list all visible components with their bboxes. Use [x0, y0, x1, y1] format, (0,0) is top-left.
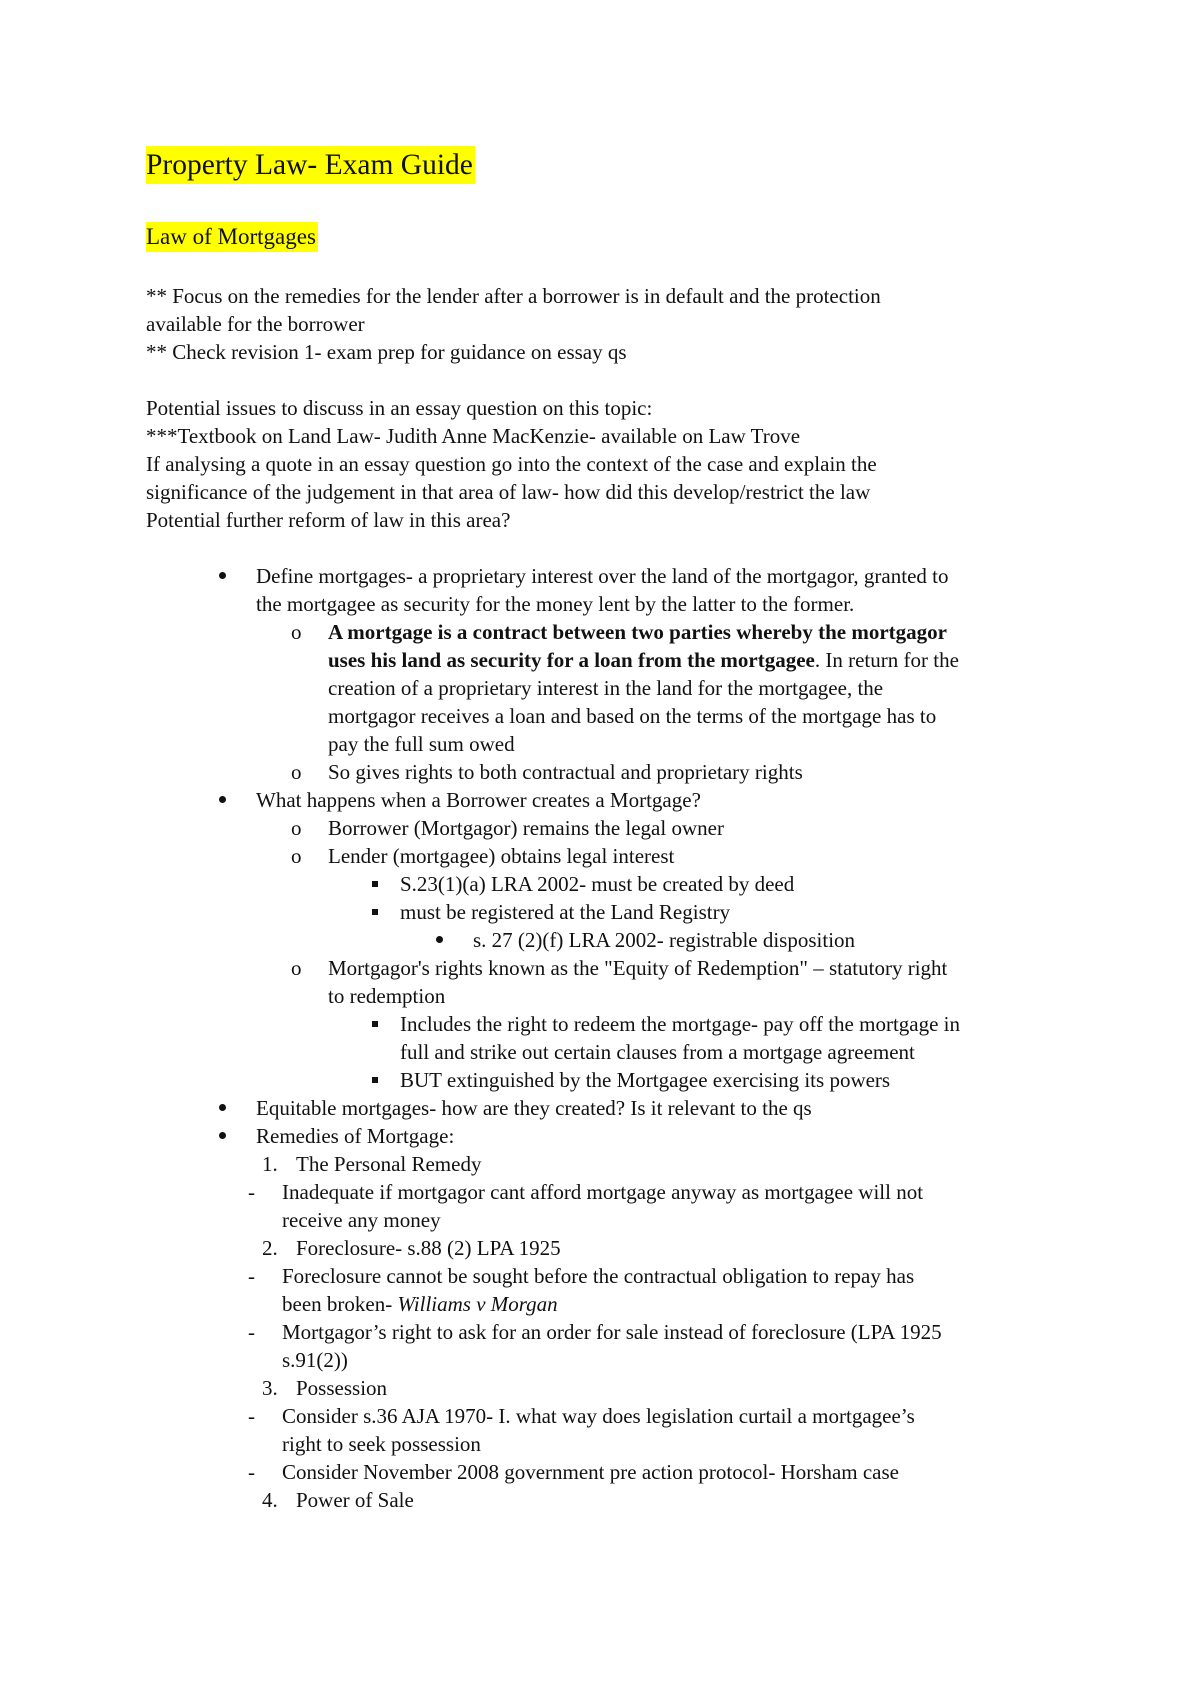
- equitable-line: Equitable mortgages- how are they created? Is it relevant to the qs: [256, 1096, 812, 1120]
- list-number: 3.: [262, 1376, 278, 1400]
- dash-marker: -: [248, 1320, 255, 1344]
- equity-line: Mortgagor's rights known as the "Equity of Redemption" – statutory right: [328, 956, 948, 980]
- bullet-dot: [219, 1104, 226, 1111]
- issues-line: significance of the judgement in that area of law- how did this develop/restrict the law: [146, 480, 871, 504]
- bullet-dot: [219, 572, 226, 579]
- rights-line: So gives rights to both contractual and proprietary rights: [328, 760, 803, 784]
- remedy-title: Foreclosure- s.88 (2) LPA 1925: [296, 1236, 561, 1260]
- remedy-detail: Consider November 2008 government pre action protocol- Horsham case: [282, 1460, 899, 1484]
- bullet-dot: [436, 936, 443, 943]
- remedy-detail: [282, 1290, 558, 1318]
- text-span: been broken-: [282, 1292, 398, 1316]
- issues-line: If analysing a quote in an essay question go into the context of the case and explain the: [146, 452, 877, 476]
- remedy-detail: right to seek possession: [282, 1432, 481, 1456]
- bullet-square: [372, 1021, 378, 1027]
- lender-line: Lender (mortgagee) obtains legal interest: [328, 844, 675, 868]
- dash-marker: -: [248, 1180, 255, 1204]
- bullet-o: o: [291, 956, 302, 980]
- bullet-o: o: [291, 816, 302, 840]
- mortgage-definition-line: pay the full sum owed: [328, 732, 515, 756]
- bold-text: uses his land as security for a loan from the mortgagee: [328, 648, 815, 672]
- s27-line: s. 27 (2)(f) LRA 2002- registrable disposition: [473, 928, 856, 952]
- intro-line: ** Check revision 1- exam prep for guidance on essay qs: [146, 340, 627, 364]
- issues-line: Potential issues to discuss in an essay question on this topic:: [146, 396, 653, 420]
- remedy-title: Possession: [296, 1376, 388, 1400]
- dash-marker: -: [248, 1264, 255, 1288]
- text-span: . In return for the: [814, 648, 959, 672]
- registered-line: must be registered at the Land Registry: [400, 900, 731, 924]
- remedy-title: The Personal Remedy: [296, 1152, 482, 1176]
- bullet-dot: [219, 1132, 226, 1139]
- mortgage-definition-bold: [328, 618, 947, 646]
- remedy-detail: Consider s.36 AJA 1970- I. what way does legislation curtail a mortgagee’s: [282, 1404, 915, 1428]
- bullet-o: o: [291, 620, 302, 644]
- issues-line: ***Textbook on Land Law- Judith Anne MacKenzie- available on Law Trove: [146, 424, 801, 448]
- remedy-detail: Foreclosure cannot be sought before the contractual obligation to repay has: [282, 1264, 915, 1288]
- mortgage-definition-line: creation of a proprietary interest in the land for the mortgagee, the: [328, 676, 884, 700]
- bold-text: A mortgage is a contract between two parties whereby the mortgagor: [328, 620, 947, 644]
- case-name: Williams v Morgan: [397, 1292, 558, 1316]
- dash-marker: -: [248, 1460, 255, 1484]
- bullet-o: o: [291, 844, 302, 868]
- define-line: the mortgagee as security for the money lent by the latter to the former.: [256, 592, 855, 616]
- bullet-dot: [219, 796, 226, 803]
- remedy-detail: Mortgagor’s right to ask for an order for sale instead of foreclosure (LPA 1925: [282, 1320, 942, 1344]
- equity-line: to redemption: [328, 984, 446, 1008]
- mortgage-definition-line: mortgagor receives a loan and based on the terms of the mortgage has to: [328, 704, 937, 728]
- remedy-detail: s.91(2)): [282, 1348, 348, 1372]
- includes-line: full and strike out certain clauses from a mortgage agreement: [400, 1040, 915, 1064]
- list-number: 2.: [262, 1236, 278, 1260]
- but-line: BUT extinguished by the Mortgagee exercising its powers: [400, 1068, 891, 1092]
- remedy-detail: receive any money: [282, 1208, 441, 1232]
- remedy-detail: Inadequate if mortgagor cant afford mortgage anyway as mortgagee will not: [282, 1180, 924, 1204]
- bullet-o: o: [291, 760, 302, 784]
- bullet-square: [372, 1077, 378, 1083]
- issues-line: Potential further reform of law in this area?: [146, 508, 511, 532]
- define-line: Define mortgages- a proprietary interest over the land of the mortgagor, granted to: [256, 564, 949, 588]
- bullet-square: [372, 909, 378, 915]
- bullet-square: [372, 881, 378, 887]
- s23-line: S.23(1)(a) LRA 2002- must be created by deed: [400, 872, 795, 896]
- remedies-title: Remedies of Mortgage:: [256, 1124, 455, 1148]
- remedy-title: Power of Sale: [296, 1488, 414, 1512]
- list-number: 1.: [262, 1152, 278, 1176]
- what-happens-title: What happens when a Borrower creates a Mortgage?: [256, 788, 701, 812]
- dash-marker: -: [248, 1404, 255, 1428]
- list-number: 4.: [262, 1488, 278, 1512]
- borrower-line: Borrower (Mortgagor) remains the legal owner: [328, 816, 724, 840]
- includes-line: Includes the right to redeem the mortgage- pay off the mortgage in: [400, 1012, 961, 1036]
- page-title: Property Law- Exam Guide: [146, 146, 475, 184]
- intro-line: ** Focus on the remedies for the lender after a borrower is in default and the protection: [146, 284, 881, 308]
- mortgage-definition-line: [328, 646, 959, 674]
- section-heading: Law of Mortgages: [146, 222, 318, 252]
- intro-line: available for the borrower: [146, 312, 365, 336]
